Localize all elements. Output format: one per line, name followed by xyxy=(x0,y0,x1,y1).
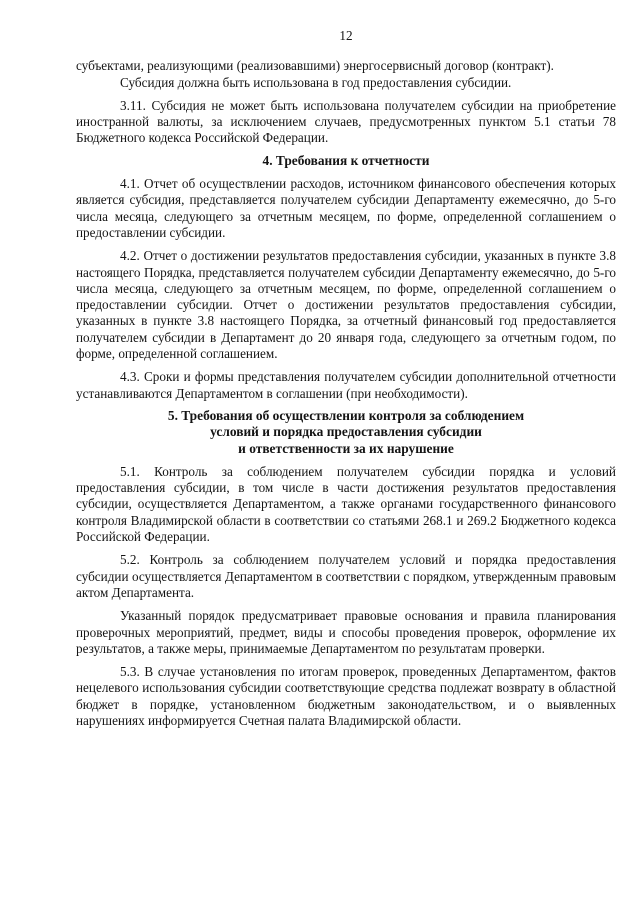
paragraph-5-2: 5.2. Контроль за соблюдением получателем условий и порядка предоставления субсидии осуществляется Департаментом в соответствии с порядком, утвержденным правовым актом Департамента. xyxy=(76,552,616,600)
paragraph-5-2-procedure: Указанный порядок предусматривает правовые основания и правила планирования проверочных мероприятий, предмет, виды и способы проведения проверок, оформление их результатов, а также меры, принимаемые Департаментом по результатам проверки. xyxy=(76,608,616,656)
page-number: 12 xyxy=(339,28,353,43)
paragraph-continuation: субъектами, реализующими (реализовавшими) энергосервисный договор (контракт). xyxy=(76,58,554,74)
section-5-heading-line-3: и ответственности за их нарушение xyxy=(238,440,454,456)
section-5-heading xyxy=(76,408,616,457)
paragraph-4-2: 4.2. Отчет о достижении результатов предоставления субсидии, указанных в пункте 3.8 настоящего Порядка, представляется получателем субсидии Департаменту ежемесячно, до 5-го числа месяца, следующего за отчетным месяцем, по форме, определенной соглашением о предоставлении субсидии. Отчет о достижении результатов предоставления субсидии, указанных в пункте 3.8 настоящего Порядка, за отчетный финансовый год предоставляется получателем субсидии в Департамент до 20 января года, следующего за отчетным годом, по форме, определенной соглашением. xyxy=(76,248,616,362)
section-4-heading: 4. Требования к отчетности xyxy=(262,152,430,168)
section-5-heading-line-2: условий и порядка предоставления субсидии xyxy=(210,424,482,440)
paragraph-3-11: 3.11. Субсидия не может быть использована получателем субсидии на приобретение иностранной валюты, за исключением случаев, предусмотренных пунктом 5.1 статьи 78 Бюджетного кодекса Российской Федерации. xyxy=(76,97,616,146)
paragraph-5-3: 5.3. В случае установления по итогам проверок, проведенных Департаментом, фактов нецелевого использования субсидии соответствующие средства подлежат возврату в областной бюджет в порядке, установленном бюджетным законодательством, и о выявленных нарушениях информируется Счетная палата Владимирской области. xyxy=(76,664,616,728)
paragraph-4-1: 4.1. Отчет об осуществлении расходов, источником финансового обеспечения которых является субсидия, представляется получателем субсидии Департаменту ежемесячно, до 5-го числа месяца, следующего за отчетным месяцем, по форме, определенной соглашением о предоставлении субсидии. xyxy=(76,176,616,240)
paragraph-4-3: 4.3. Сроки и формы представления получателем субсидии дополнительной отчетности устанавливаются Департаментом в соглашении (при необходимости). xyxy=(76,369,616,401)
section-5-heading-line-1: 5. Требования об осуществлении контроля за соблюдением xyxy=(167,407,525,423)
paragraph-subsidy-year: Субсидия должна быть использована в год предоставления субсидии. xyxy=(120,74,512,90)
paragraph-5-1: 5.1. Контроль за соблюдением получателем субсидии порядка и условий предоставления субсидии, в том числе в части достижения результатов предоставления субсидии, осуществляется Департаментом, а также органами государственного финансового контроля Владимирской области в соответствии со статьями 268.1 и 269.2 Бюджетного кодекса Российской Федерации. xyxy=(76,463,616,545)
